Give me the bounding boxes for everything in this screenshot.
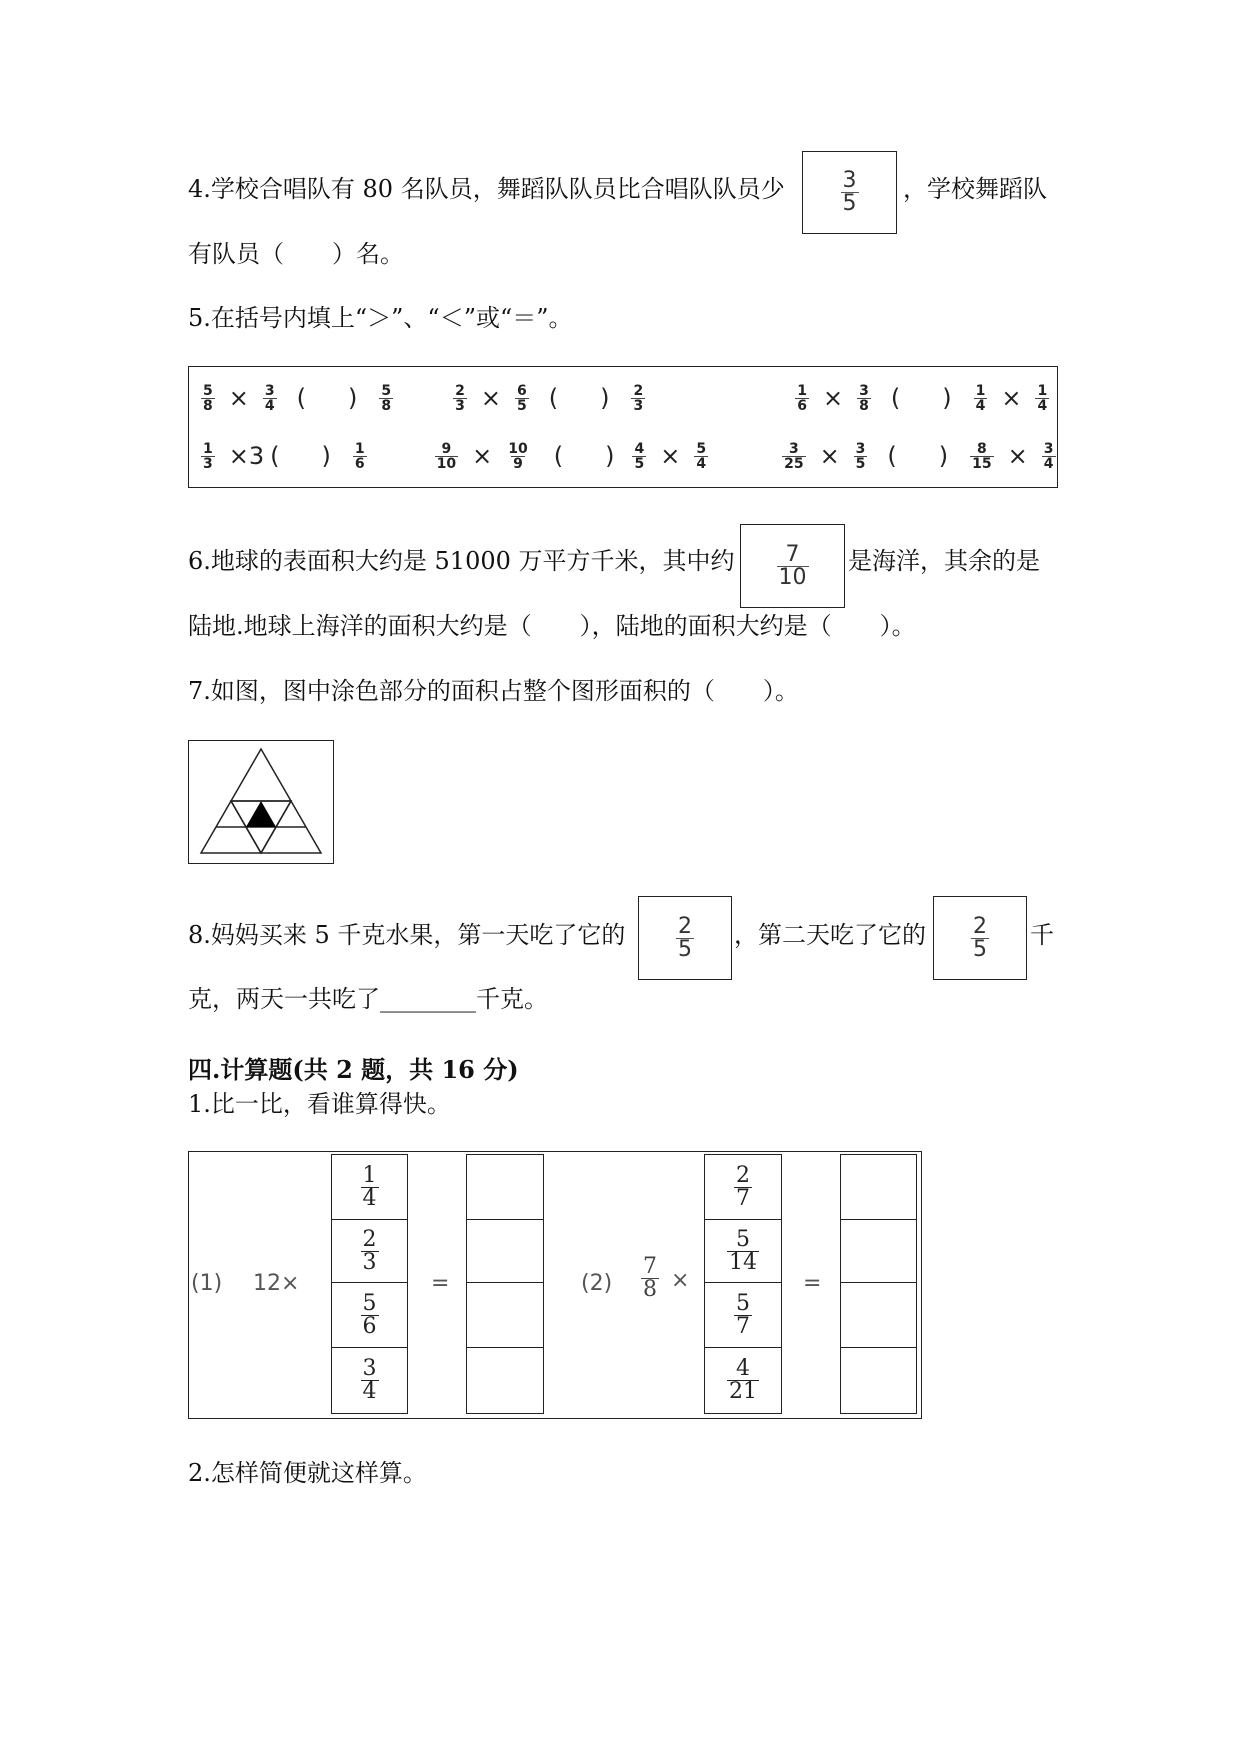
numerator: 3 bbox=[842, 168, 857, 193]
numerator: 3 bbox=[264, 382, 275, 399]
denominator: 10 bbox=[436, 455, 457, 472]
fraction bbox=[435, 442, 458, 471]
numerator: 1 bbox=[354, 440, 365, 457]
numerator: 3 bbox=[362, 1356, 377, 1381]
denominator: 5 bbox=[855, 455, 866, 472]
numerator: 2 bbox=[678, 913, 692, 939]
numerator: 5 bbox=[696, 440, 707, 457]
fraction-cell bbox=[332, 1283, 407, 1348]
paren-close: ) bbox=[600, 384, 610, 412]
fraction bbox=[632, 442, 646, 471]
numerator: 10 bbox=[508, 440, 528, 457]
numerator: 2 bbox=[633, 382, 644, 399]
paren-open: ( bbox=[296, 384, 306, 412]
q8-fraction-box-2 bbox=[933, 896, 1027, 980]
q8-fraction-2 bbox=[971, 913, 989, 962]
fraction-cell bbox=[705, 1348, 781, 1413]
q5-row-1 bbox=[195, 371, 1055, 425]
q5-compare-table bbox=[188, 366, 1058, 488]
numerator: 9 bbox=[441, 440, 452, 457]
q4-fraction-box bbox=[802, 151, 897, 234]
fraction bbox=[201, 442, 215, 471]
times-sign: × bbox=[1007, 442, 1028, 470]
times-sign: × bbox=[819, 442, 840, 470]
q6-fraction bbox=[777, 541, 809, 590]
denominator: 7 bbox=[736, 1185, 750, 1211]
denominator: 6 bbox=[354, 455, 365, 472]
times-sign: × bbox=[822, 384, 844, 412]
denominator: 9 bbox=[513, 455, 523, 472]
fraction bbox=[263, 384, 277, 413]
numerator: 3 bbox=[788, 440, 799, 457]
q8-fraction-box-1 bbox=[638, 896, 732, 980]
denominator: 25 bbox=[784, 455, 804, 472]
q6-fraction-box bbox=[740, 524, 845, 608]
expression-1: 12× bbox=[253, 1271, 300, 1296]
equals-sign-2: = bbox=[803, 1271, 822, 1296]
denominator: 21 bbox=[729, 1379, 757, 1404]
fraction bbox=[631, 384, 645, 413]
numerator: 8 bbox=[977, 440, 987, 457]
paren-open: ( bbox=[890, 384, 901, 412]
answer-column-1 bbox=[466, 1154, 544, 1414]
answer-cell[interactable] bbox=[467, 1155, 543, 1220]
denominator: 3 bbox=[203, 455, 213, 472]
times-sign: × bbox=[660, 442, 681, 470]
fraction bbox=[782, 442, 805, 471]
q8-line1-b: ，第二天吃了它的 bbox=[734, 921, 926, 949]
denominator: 5 bbox=[516, 397, 527, 414]
answer-cell[interactable] bbox=[841, 1220, 916, 1283]
numerator: 1 bbox=[203, 440, 213, 457]
label-1: (1) bbox=[191, 1271, 223, 1296]
paren-close: ) bbox=[605, 442, 615, 470]
numerator: 5 bbox=[736, 1226, 750, 1252]
denominator: 5 bbox=[973, 936, 987, 962]
answer-cell[interactable] bbox=[467, 1220, 543, 1283]
inner-line bbox=[276, 801, 291, 827]
denominator: 10 bbox=[778, 564, 807, 590]
paren-open: ( bbox=[553, 442, 564, 470]
answer-column-2 bbox=[840, 1154, 917, 1414]
fraction bbox=[795, 384, 809, 413]
calc-table bbox=[188, 1151, 922, 1419]
equals-sign-1: = bbox=[431, 1271, 450, 1296]
multiplier-fraction bbox=[641, 1256, 659, 1301]
calc-q1-text: 1.比一比，看谁算得快。 bbox=[188, 1090, 451, 1118]
denominator: 8 bbox=[381, 397, 392, 414]
numerator: 2 bbox=[455, 382, 465, 399]
denominator: 14 bbox=[729, 1249, 757, 1275]
q4-line1-a: 4.学校合唱队有 80 名队员，舞蹈队队员比合唱队队员少 bbox=[188, 175, 785, 203]
answer-cell[interactable] bbox=[841, 1283, 916, 1348]
denominator: 4 bbox=[362, 1379, 377, 1404]
numerator: 7 bbox=[785, 541, 800, 567]
denominator: 6 bbox=[362, 1313, 377, 1339]
fraction bbox=[506, 442, 529, 471]
denominator: 5 bbox=[842, 191, 857, 216]
fraction-cell bbox=[332, 1220, 407, 1283]
numerator: 5 bbox=[736, 1290, 750, 1316]
q4-fraction bbox=[841, 170, 859, 215]
fraction-cell bbox=[705, 1220, 781, 1283]
fraction bbox=[1042, 442, 1056, 471]
denominator: 3 bbox=[633, 397, 644, 414]
times-sign: × bbox=[671, 1268, 690, 1293]
answer-cell[interactable] bbox=[841, 1348, 916, 1413]
times-sign: × bbox=[480, 384, 501, 412]
denominator: 4 bbox=[1037, 397, 1048, 414]
fraction-cell bbox=[332, 1155, 407, 1220]
paren-open: ( bbox=[270, 442, 280, 470]
fraction bbox=[974, 384, 988, 413]
q5-row-2 bbox=[195, 429, 1062, 483]
calc-q2-text: 2.怎样简便就这样算。 bbox=[188, 1459, 427, 1487]
fraction bbox=[353, 442, 367, 471]
q6-line2: 陆地.地球上海洋的面积大约是（ ），陆地的面积大约是（ ）。 bbox=[188, 612, 916, 640]
denominator: 4 bbox=[1043, 455, 1054, 472]
answer-cell[interactable] bbox=[467, 1283, 543, 1348]
inner-line bbox=[261, 827, 276, 853]
numerator: 1 bbox=[975, 382, 986, 399]
denominator: 4 bbox=[696, 455, 707, 472]
numerator: 1 bbox=[797, 382, 807, 399]
numerator: 3 bbox=[859, 382, 869, 399]
q8-line1-a: 8.妈妈买来 5 千克水果，第一天吃了它的 bbox=[188, 921, 626, 949]
q6-line1-b: 是海洋，其余的是 bbox=[848, 547, 1040, 575]
numerator: 1 bbox=[362, 1162, 377, 1188]
paren-open: ( bbox=[887, 442, 897, 470]
denominator: 3 bbox=[455, 397, 465, 414]
q4-line2: 有队员（ ）名。 bbox=[188, 240, 404, 268]
numerator: 3 bbox=[1043, 440, 1054, 457]
denominator: 5 bbox=[634, 455, 645, 472]
fraction-cell bbox=[332, 1348, 407, 1413]
q8-line1-c: 千 bbox=[1030, 921, 1054, 949]
numerator: 7 bbox=[643, 1254, 657, 1279]
fraction bbox=[379, 384, 393, 413]
numerator: 2 bbox=[736, 1162, 750, 1188]
paren-close: ) bbox=[942, 384, 952, 412]
q7-figure-box bbox=[188, 740, 334, 864]
times-three: ×3 bbox=[228, 442, 265, 470]
denominator: 4 bbox=[264, 397, 275, 414]
inner-line bbox=[231, 801, 246, 827]
fraction bbox=[970, 442, 993, 471]
shaded-triangle bbox=[246, 801, 276, 827]
q5-text: 5.在括号内填上“＞”、“＜”或“＝”。 bbox=[188, 304, 573, 332]
fraction bbox=[857, 384, 871, 413]
numerator: 5 bbox=[203, 382, 213, 399]
denominator: 8 bbox=[203, 397, 213, 414]
numerator: 1 bbox=[1037, 382, 1048, 399]
numerator: 2 bbox=[362, 1226, 377, 1252]
paren-close: ) bbox=[321, 442, 331, 470]
times-sign: × bbox=[228, 384, 249, 412]
fraction-cell bbox=[705, 1155, 781, 1220]
denominator: 5 bbox=[678, 936, 692, 962]
paren-open: ( bbox=[548, 384, 559, 412]
times-sign: × bbox=[472, 442, 493, 470]
denominator: 15 bbox=[972, 455, 992, 472]
numerator: 5 bbox=[362, 1290, 377, 1316]
denominator: 4 bbox=[362, 1185, 377, 1211]
numerator: 3 bbox=[855, 440, 866, 457]
numerator: 4 bbox=[634, 440, 645, 457]
denominator: 3 bbox=[362, 1249, 377, 1275]
numerator: 4 bbox=[736, 1356, 750, 1381]
q6-line1-a: 6.地球的表面积大约是 51000 万平方千米，其中约 bbox=[188, 547, 735, 575]
label-2: (2) bbox=[581, 1271, 613, 1296]
times-sign: × bbox=[1001, 384, 1022, 412]
paren-close: ) bbox=[347, 384, 358, 412]
paren-close: ) bbox=[938, 442, 949, 470]
denominator: 8 bbox=[859, 397, 869, 414]
q8-line2: 克，两天一共吃了________千克。 bbox=[188, 985, 548, 1013]
q8-fraction-1 bbox=[676, 913, 694, 962]
section-heading: 四.计算题(共 2 题，共 16 分) bbox=[188, 1055, 519, 1084]
fraction bbox=[1035, 384, 1049, 413]
denominator: 8 bbox=[643, 1277, 657, 1302]
fraction bbox=[854, 442, 868, 471]
answer-cell[interactable] bbox=[467, 1348, 543, 1413]
fraction-cell bbox=[705, 1283, 781, 1348]
numerator: 6 bbox=[516, 382, 527, 399]
triangle-figure bbox=[189, 741, 332, 862]
fraction bbox=[453, 384, 467, 413]
denominator: 6 bbox=[797, 397, 807, 414]
numerator: 5 bbox=[381, 382, 392, 399]
inner-line bbox=[246, 827, 261, 853]
answer-cell[interactable] bbox=[841, 1155, 916, 1220]
fraction bbox=[694, 442, 708, 471]
numerator: 2 bbox=[973, 913, 987, 939]
denominator: 7 bbox=[736, 1313, 750, 1339]
q7-text: 7.如图，图中涂色部分的面积占整个图形面积的（ ）。 bbox=[188, 677, 799, 705]
fraction-column-2 bbox=[704, 1154, 782, 1414]
q4-line1-b: ，学校舞蹈队 bbox=[903, 175, 1047, 203]
fraction bbox=[201, 384, 215, 413]
fraction-column-1 bbox=[331, 1154, 408, 1414]
fraction bbox=[515, 384, 529, 413]
denominator: 4 bbox=[975, 397, 986, 414]
